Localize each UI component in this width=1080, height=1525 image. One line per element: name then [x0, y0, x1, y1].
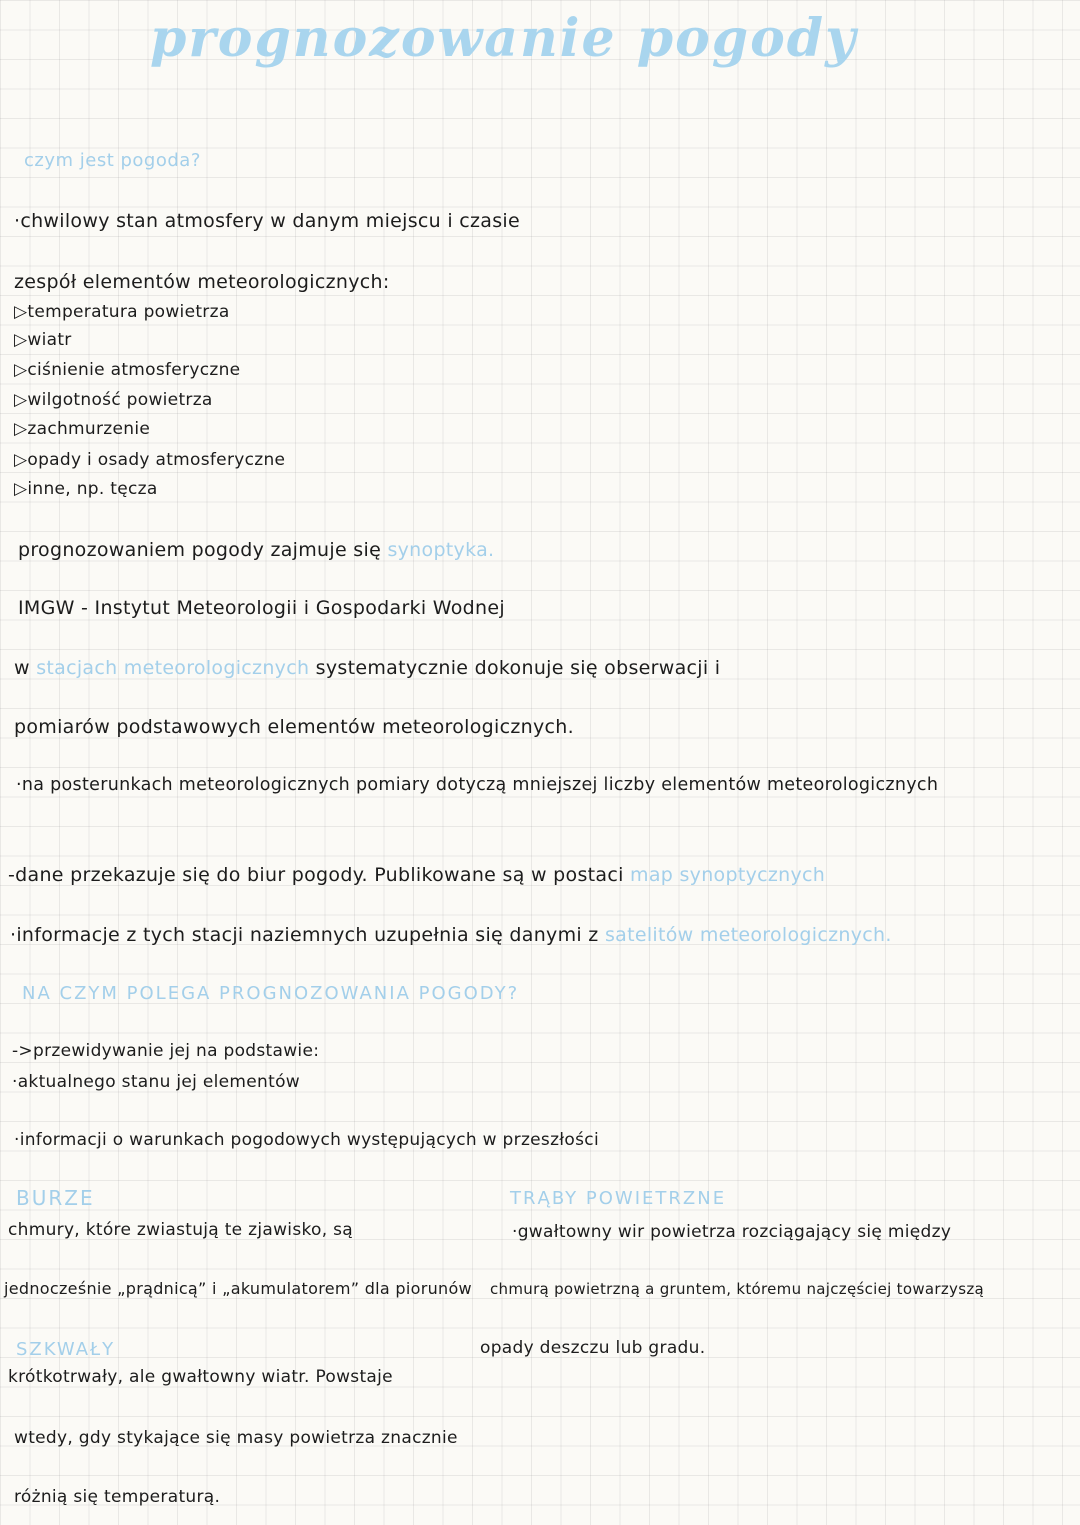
element-item: ▷inne, np. tęcza	[14, 479, 158, 499]
imgw-line: IMGW - Instytut Meteorologii i Gospodarki Wodnej	[18, 597, 505, 619]
synoptics-line	[18, 541, 494, 560]
element-item: ▷ciśnienie atmosferyczne	[14, 360, 241, 380]
squalls-heading: SZKWAŁY	[16, 1339, 116, 1360]
info-text: ·informacje z tych stacji naziemnych uzupełnia się danymi z	[10, 924, 599, 946]
stations-text: systematycznie dokonuje się obserwacji i	[315, 657, 721, 679]
squalls-line-1: krótkotrwały, ale gwałtowny wiatr. Powstaje	[8, 1367, 393, 1387]
stations-line	[14, 659, 720, 678]
stations-prefix: w	[14, 657, 30, 679]
data-sent-term: map synoptycznych	[630, 864, 826, 886]
tornado-line-2: chmurą powietrzną a gruntem, któremu najczęściej towarzyszą	[490, 1280, 984, 1298]
posts-line: ·na posterunkach meteorologicznych pomiary dotyczą mniejszej liczby elementów meteorologicznych	[16, 775, 939, 795]
element-item: ▷opady i osady atmosferyczne	[14, 450, 286, 470]
element-item: ▷wiatr	[14, 330, 72, 350]
forecast-line-1: ->przewidywanie jej na podstawie:	[12, 1041, 320, 1061]
data-sent-line	[8, 866, 825, 885]
stations-term: stacjach meteorologicznych	[36, 657, 310, 679]
page-title: prognozowanie pogody	[150, 8, 858, 69]
storms-line-2: jednocześnie „prądnicą” i „akumulatorem” dla piorunów	[4, 1279, 472, 1298]
weather-definition: ·chwilowy stan atmosfery w danym miejscu i czasie	[14, 210, 520, 232]
question-heading: czym jest pogoda?	[24, 150, 201, 171]
stations-line-2: pomiarów podstawowych elementów meteorologicznych.	[14, 716, 574, 738]
info-term: satelitów meteorologicznych.	[604, 924, 892, 946]
forecast-line-2: ·aktualnego stanu jej elementów	[12, 1072, 300, 1092]
tornado-line-1: ·gwałtowny wir powietrza rozciągający się między	[512, 1222, 952, 1242]
element-item: ▷temperatura powietrza	[14, 302, 230, 322]
data-sent-text: -dane przekazuje się do biur pogody. Publikowane są w postaci	[8, 864, 624, 886]
elements-heading: zespół elementów meteorologicznych:	[14, 271, 390, 293]
element-item: ▷wilgotność powietrza	[14, 390, 213, 410]
storms-line-1: chmury, które zwiastują te zjawisko, są	[8, 1220, 354, 1240]
info-line	[10, 926, 892, 945]
storms-heading: BURZE	[16, 1186, 95, 1210]
synoptics-text: prognozowaniem pogody zajmuje się	[18, 539, 382, 561]
forecast-heading: NA CZYM POLEGA PROGNOZOWANIA POGODY?	[22, 983, 520, 1004]
tornado-heading: TRĄBY POWIETRZNE	[510, 1188, 727, 1209]
element-item: ▷zachmurzenie	[14, 419, 151, 439]
squalls-line-3: różnią się temperaturą.	[14, 1487, 221, 1507]
synoptics-term: synoptyka.	[387, 539, 495, 561]
tornado-line-3: opady deszczu lub gradu.	[480, 1338, 706, 1358]
forecast-line-3: ·informacji o warunkach pogodowych występujących w przeszłości	[14, 1130, 599, 1150]
squalls-line-2: wtedy, gdy stykające się masy powietrza znacznie	[14, 1428, 458, 1448]
